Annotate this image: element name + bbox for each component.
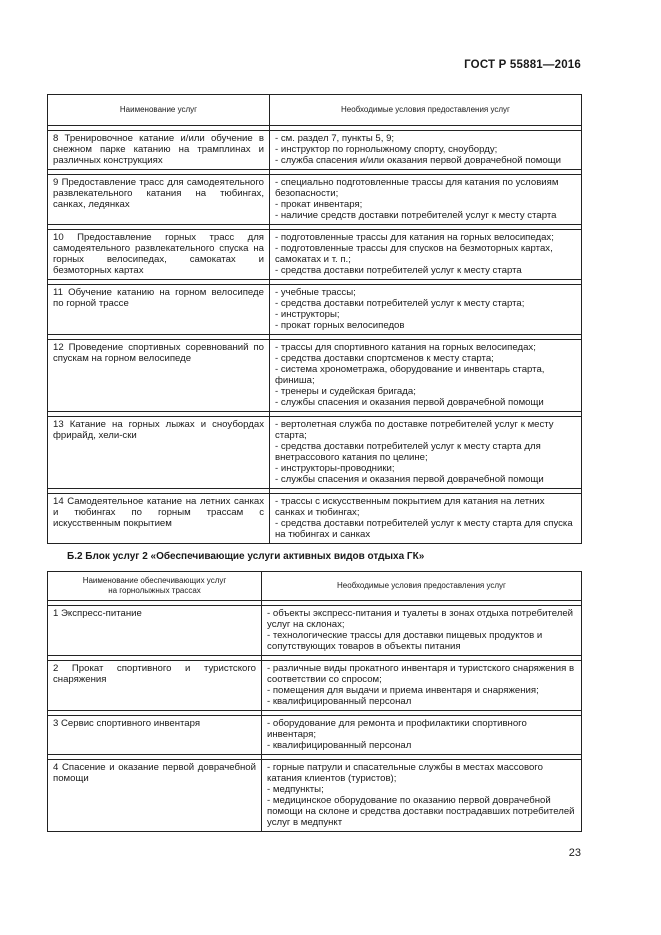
condition-item: - подготовленные трассы для спусков на безмоторных картах, самокатах и т. п.; (275, 243, 553, 265)
table-row (48, 494, 582, 544)
condition-item: - технологические трассы для доставки пищевых продуктов и сопутствующих товаров в объекты питания (267, 630, 543, 652)
conditions-cell (270, 230, 582, 280)
condition-item: - помещения для выдачи и приема инвентаря и снаряжения; (267, 685, 539, 696)
service-name-cell: 11 Обучение катанию на горном велосипеде по горной трассе (48, 285, 270, 335)
conditions-cell (262, 606, 582, 656)
table-row (48, 285, 582, 335)
conditions-cell (270, 285, 582, 335)
table-row (48, 175, 582, 225)
condition-item: - тренеры и судейская бригада; (275, 386, 416, 397)
table-row (48, 230, 582, 280)
conditions-cell (270, 494, 582, 544)
condition-item: - специально подготовленные трассы для катания по условиям безопасности; (275, 177, 559, 199)
section-title: Б.2 Блок услуг 2 «Обеспечивающие услуги активных видов отдыха ГК» (67, 551, 425, 562)
conditions-list (275, 177, 576, 221)
conditions-cell (270, 340, 582, 412)
conditions-list (275, 419, 576, 485)
column-header-support-services: Наименование обеспечивающих услуг на горнолыжных трассах (48, 572, 262, 601)
service-name-cell: 1 Экспресс-питание (48, 606, 262, 656)
condition-item: - средства доставки потребителей услуг к месту старта для спуска на тюбингах и санках (275, 518, 573, 540)
conditions-list (267, 718, 576, 751)
condition-item: - службы спасения и оказания первой доврачебной помощи (275, 474, 544, 485)
condition-item: - оборудование для ремонта и профилактики спортивного инвентаря; (267, 718, 527, 740)
service-name-cell: 4 Спасение и оказание первой доврачебной помощи (48, 760, 262, 832)
condition-item: - квалифицированный персонал (267, 696, 412, 707)
service-name-cell: 12 Проведение спортивных соревнований по спускам на горном велосипеде (48, 340, 270, 412)
condition-item: - см. раздел 7, пункты 5, 9; (275, 133, 395, 144)
column-header-conditions: Необходимые условия предоставления услуг (262, 572, 582, 601)
service-name-cell: 10 Предоставление горных трасс для самодеятельного развлекательного спуска на горных велосипедах, самокатах и безмоторных картах (48, 230, 270, 280)
condition-item: - объекты экспресс-питания и туалеты в зонах отдыха потребителей услуг на склонах; (267, 608, 574, 630)
condition-item: - медицинское оборудование по оказанию первой доврачебной помощи на склоне и средства доставки пострадавших потребителей услуг в медпункт (267, 795, 575, 828)
services-table-1 (47, 94, 582, 544)
service-name-cell: 13 Катание на горных лыжах и сноубордах фрирайд, хели-ски (48, 417, 270, 489)
conditions-list (275, 287, 576, 331)
condition-item: - горные патрули и спасательные службы в местах массового катания клиентов (туристов); (267, 762, 543, 784)
condition-item: - инструкторы-проводники; (275, 463, 395, 474)
conditions-list (267, 762, 576, 828)
service-name-cell: 2 Прокат спортивного и туристского снаряжения (48, 661, 262, 711)
condition-item: - прокат инвентаря; (275, 199, 363, 210)
condition-item: - средства доставки потребителей услуг к месту старта; (275, 298, 525, 309)
condition-item: - наличие средств доставки потребителей услуг к месту старта (275, 210, 557, 221)
conditions-list (275, 342, 576, 408)
conditions-cell (262, 760, 582, 832)
service-name-cell: 14 Самодеятельное катание на летних санках и тюбингах по горным трассам с искусственным покрытием (48, 494, 270, 544)
condition-item: - инструктор по горнолыжному спорту, сноуборду; (275, 144, 498, 155)
condition-item: - система хронометража, оборудование и инвентарь старта, финиша; (275, 364, 545, 386)
table-row (48, 606, 582, 656)
column-header-conditions: Необходимые условия предоставления услуг (270, 95, 582, 126)
table-row (48, 716, 582, 755)
conditions-list (267, 663, 576, 707)
condition-item: - служба спасения и/или оказания первой доврачебной помощи (275, 155, 561, 166)
service-name-cell: 9 Предоставление трасс для самодеятельного развлекательного катания на тюбингах, санках, ледянках (48, 175, 270, 225)
table-header-row (48, 95, 582, 126)
table-row (48, 661, 582, 711)
service-name-cell: 8 Тренировочное катание и/или обучение в снежном парке катанию на трамплинах и различных конструкциях (48, 131, 270, 170)
condition-item: - трассы для спортивного катания на горных велосипедах; (275, 342, 536, 353)
condition-item: - прокат горных велосипедов (275, 320, 405, 331)
conditions-cell (270, 417, 582, 489)
conditions-cell (262, 716, 582, 755)
condition-item: - службы спасения и оказания первой доврачебной помощи (275, 397, 544, 408)
page-number: 23 (568, 847, 581, 859)
condition-item: - различные виды прокатного инвентаря и туристского снаряжения в соответствии со спросом; (267, 663, 575, 685)
conditions-list (275, 496, 576, 540)
conditions-cell (262, 661, 582, 711)
condition-item: - средства доставки потребителей услуг к месту старта (275, 265, 522, 276)
service-name-cell: 3 Сервис спортивного инвентаря (48, 716, 262, 755)
table-row (48, 340, 582, 412)
condition-item: - средства доставки спортсменов к месту старта; (275, 353, 494, 364)
condition-item: - квалифицированный персонал (267, 740, 412, 751)
condition-item: - средства доставки потребителей услуг к месту старта для внетрассового катания по целине; (275, 441, 541, 463)
conditions-list (267, 608, 576, 652)
condition-item: - вертолетная служба по доставке потребителей услуг к месту старта; (275, 419, 554, 441)
column-header-services: Наименование услуг (48, 95, 270, 126)
condition-item: - трассы с искусственным покрытием для катания на летних санках и тюбингах; (275, 496, 545, 518)
condition-item: - учебные трассы; (275, 287, 356, 298)
condition-item: - медпункты; (267, 784, 324, 795)
services-table-2 (47, 571, 582, 832)
condition-item: - подготовленные трассы для катания на горных велосипедах; (275, 232, 554, 243)
table-row (48, 417, 582, 489)
table-row (48, 760, 582, 832)
document-id: ГОСТ Р 55881—2016 (464, 59, 581, 71)
conditions-list (275, 232, 576, 276)
condition-item: - инструкторы; (275, 309, 340, 320)
table-row (48, 131, 582, 170)
conditions-cell (270, 175, 582, 225)
table-header-row (48, 572, 582, 601)
conditions-list (275, 133, 576, 166)
conditions-cell (270, 131, 582, 170)
